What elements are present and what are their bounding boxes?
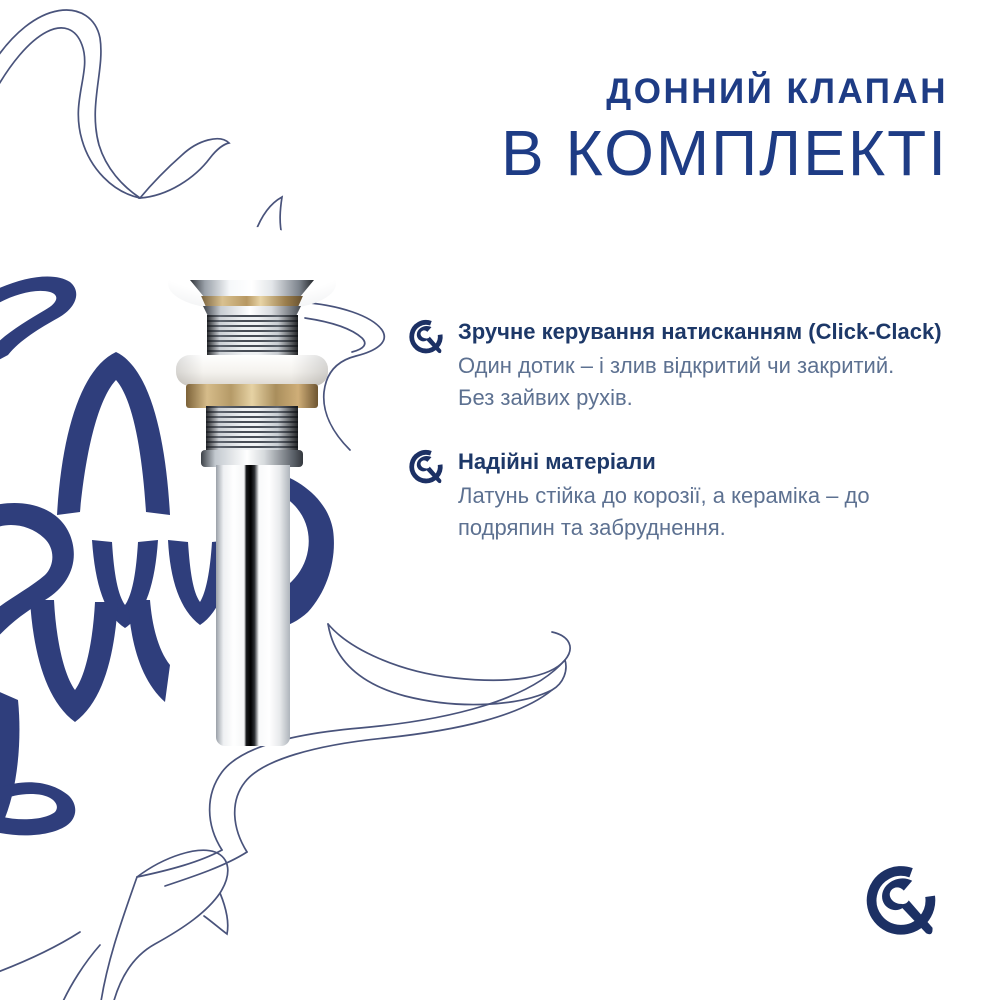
feature-description-line: Без зайвих рухів.	[458, 384, 633, 410]
feature-materials	[409, 448, 969, 543]
feature-click-clack	[409, 318, 969, 413]
feature-description-line: Латунь стійка до корозії, а кераміка – до	[458, 483, 870, 508]
qtap-q-logo-icon	[409, 449, 443, 483]
drain-tailpipe	[216, 465, 290, 746]
headline	[501, 73, 948, 187]
drain-threaded-body-upper	[207, 315, 298, 359]
qtap-q-logo-icon	[409, 319, 443, 353]
drain-threaded-body-lower	[206, 406, 298, 451]
drain-plastic-washer	[176, 355, 328, 386]
feature-body	[458, 448, 969, 543]
drain-brass-nut	[186, 384, 318, 408]
qtap-q-logo-icon	[866, 864, 936, 934]
ribbon-outline-top-left	[0, 10, 229, 198]
feature-body	[458, 318, 969, 413]
feature-title: Зручне керування натисканням (Click-Clack)	[458, 319, 942, 344]
drain-chrome-flange	[190, 280, 314, 298]
feature-description-line: Один дотик – і злив відкритий чи закритий.	[458, 353, 895, 378]
feature-title: Надійні матеріали	[458, 449, 656, 474]
headline-line1: ДОННИЙ КЛАПАН	[606, 72, 948, 111]
headline-line2: В КОМПЛЕКТІ	[501, 116, 948, 189]
feature-description-line: подряпин та забруднення.	[458, 514, 726, 540]
